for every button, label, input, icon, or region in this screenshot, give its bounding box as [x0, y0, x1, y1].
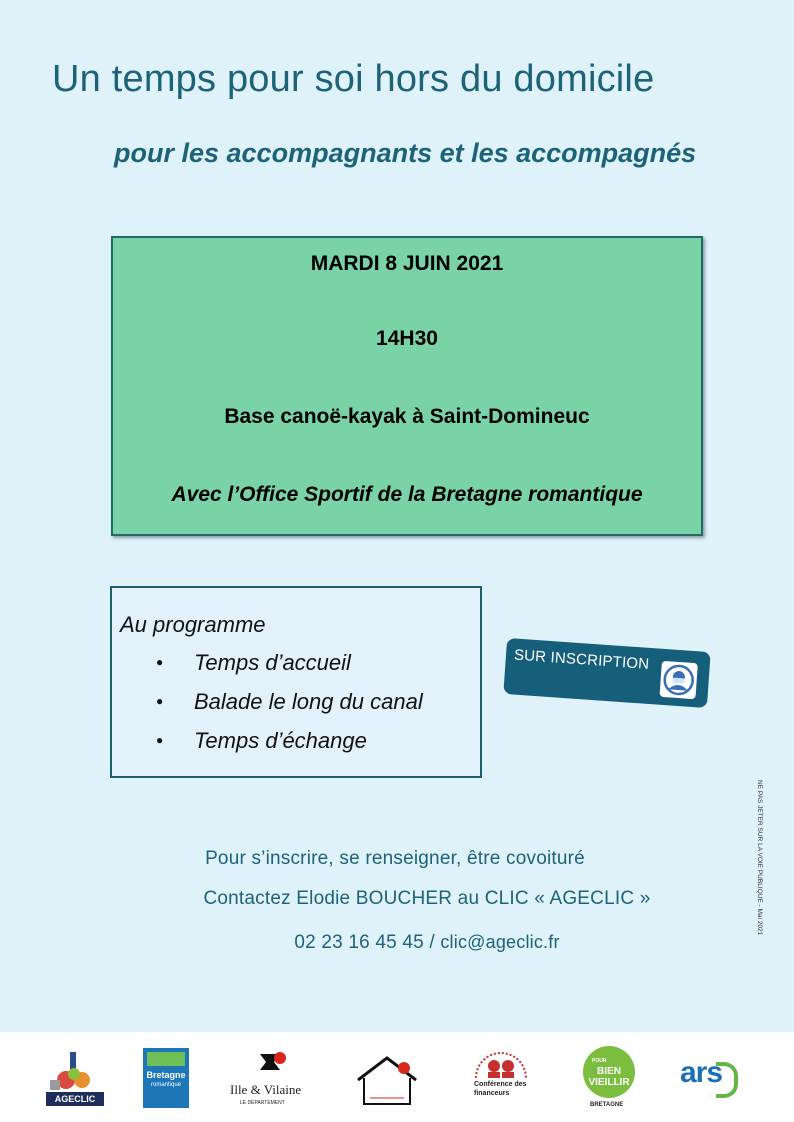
- registration-badge: [503, 638, 710, 708]
- program-item-label: Balade le long du canal: [194, 689, 423, 714]
- contact-separator: /: [423, 932, 441, 953]
- ille-vilaine-logo: [230, 1050, 310, 1110]
- program-item-label: Temps d’échange: [194, 728, 367, 753]
- conference-financeurs-logo: [470, 1048, 532, 1112]
- ageclic-logo-label: AGECLIC: [46, 1092, 104, 1106]
- bullet-icon: ●: [156, 694, 164, 708]
- ille-vilaine-logo-label: Ille & Vilaine: [230, 1082, 302, 1097]
- house-logo: [354, 1054, 420, 1108]
- contact-details: [30, 932, 794, 954]
- program-box: [110, 586, 482, 778]
- event-time: 14H30: [376, 327, 438, 350]
- ageclic-logo: [46, 1050, 104, 1108]
- bretagne-logo-sublabel: romantique: [150, 1082, 182, 1088]
- face-mask-icon: [659, 661, 697, 699]
- bien-vieillir-sub: BRETAGNE: [590, 1102, 624, 1108]
- contact-email[interactable]: clic@ageclic.fr: [440, 932, 560, 952]
- ille-vilaine-logo-sublabel: LE DÉPARTEMENT: [240, 1100, 285, 1106]
- contact-intro: Pour s’inscrire, se renseigner, être covoituré: [205, 848, 585, 869]
- contact-person: Contactez Elodie BOUCHER au CLIC « AGECLIC »: [203, 888, 651, 909]
- poster-title: Un temps pour soi hors du domicile: [52, 58, 655, 100]
- bien-vieillir-logo: [580, 1046, 638, 1112]
- bullet-icon: ●: [156, 733, 164, 747]
- event-details-box: [111, 236, 703, 536]
- event-organizer: Avec l’Office Sportif de la Bretagne romantique: [171, 483, 643, 506]
- program-title: Au programme: [120, 612, 266, 637]
- conference-logo-label: Conférence des financeurs: [474, 1081, 527, 1097]
- ars-logo-label: ars: [680, 1056, 723, 1089]
- event-date: MARDI 8 JUIN 2021: [310, 252, 504, 275]
- partner-logos-footer: [0, 1032, 794, 1122]
- program-item-label: Temps d’accueil: [194, 650, 351, 675]
- bien-vieillir-top: POUR: [592, 1058, 607, 1064]
- bretagne-romantique-logo: [143, 1048, 189, 1108]
- poster-subtitle: pour les accompagnants et les accompagnés: [114, 138, 697, 168]
- contact-phone[interactable]: 02 23 16 45 45: [294, 932, 424, 953]
- bullet-icon: ●: [156, 655, 164, 669]
- bretagne-logo-label: Bretagne: [146, 1070, 186, 1080]
- bien-vieillir-main: BIEN VIEILLIR: [588, 1066, 630, 1088]
- event-place: Base canoë-kayak à Saint-Domineuc: [224, 405, 590, 428]
- badge-label: SUR INSCRIPTION: [513, 646, 650, 673]
- legal-side-note: NE PAS JETER SUR LA VOIE PUBLIQUE - Mai 2021: [756, 780, 763, 936]
- ars-logo: [680, 1056, 740, 1100]
